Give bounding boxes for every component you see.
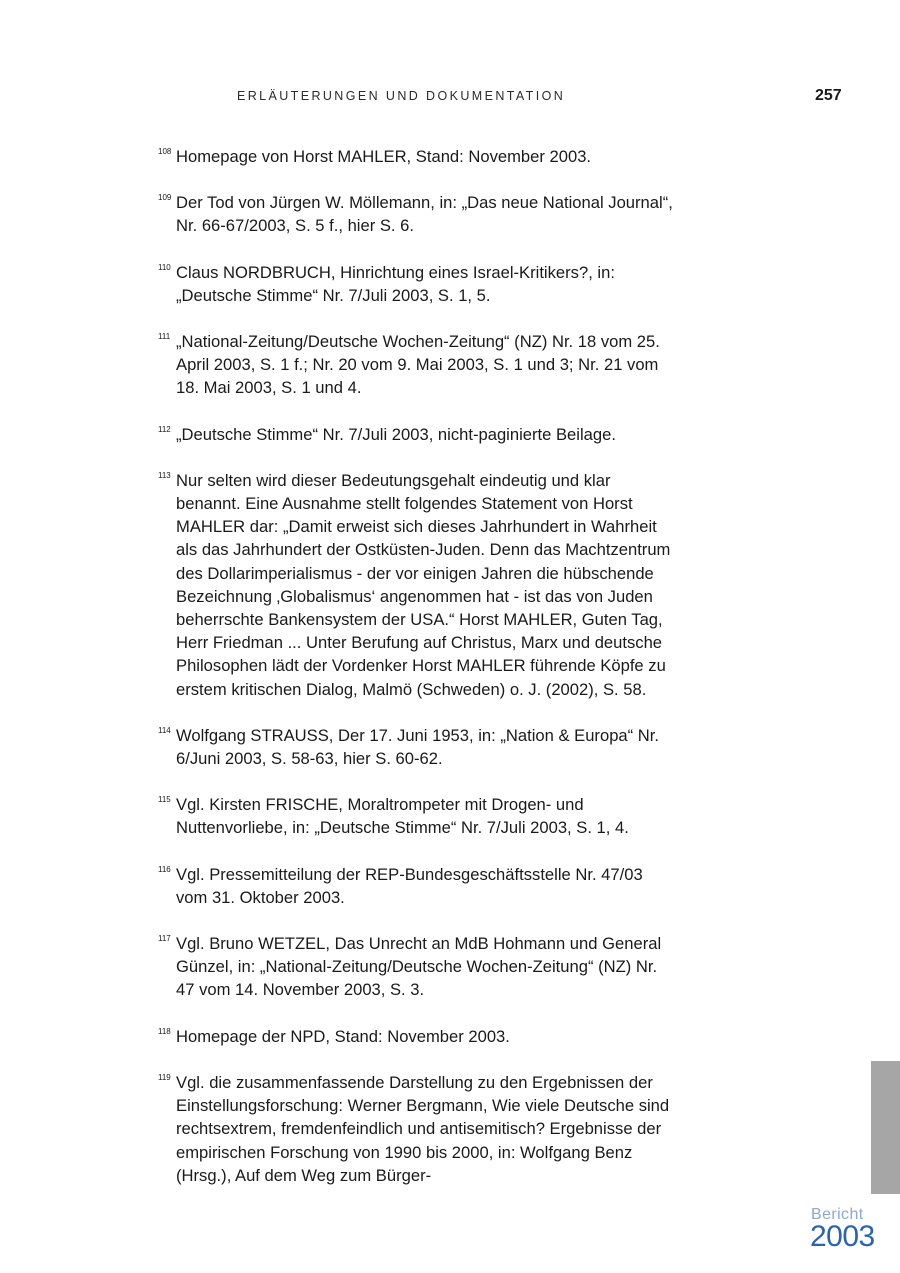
footnote: [158, 261, 678, 307]
footnote: [158, 469, 678, 701]
footnote-number: 108: [158, 147, 172, 156]
footnote: [158, 724, 678, 770]
footnote-number: 109: [158, 193, 172, 203]
footnote-text: Homepage der NPD, Stand: November 2003.: [176, 1026, 510, 1046]
footnote-text: Vgl. die zusammenfassende Darstellung zu den Ergebnissen der Einstellungsforschung: Werner Bergmann, Wie viele Deutsche sind rechtsextrem, fremdenfeindlich und antisemitisch? Ergebnisse der empirischen Forschung von 1990 bis 2000, in: Wolfgang Benz (Hrsg.), Auf dem Weg zum Bürger-: [176, 1072, 670, 1185]
footnote-text: Claus NORDBRUCH, Hinrichtung eines Israel-Kritikers?, in: „Deutsche Stimme“ Nr. 7/Juli 2003, S. 1, 5.: [176, 262, 615, 305]
side-tab-marker: [871, 1061, 900, 1194]
footnote-number: 115: [158, 795, 171, 805]
footnote-text: Nur selten wird dieser Bedeutungsgehalt eindeutig und klar benannt. Eine Ausnahme stellt folgendes Statement von Horst MAHLER dar: „Damit erweist sich dieses Jahrhundert in Wahrheit als das Jahrhundert der Ostküsten-Juden. Denn das Machtzentrum des Dollarimperialismus - der vor einigen Jahren die hübschende Bezeichnung ‚Globalismus‘ angenommen hat - ist das von Juden beherrschte Bankensystem der USA.“ Horst MAHLER, Guten Tag, Herr Friedman ... Unter Berufung auf Christus, Marx und deutsche Philosophen lädt der Vordenker Horst MAHLER führende Köpfe zu erstem kritischen Dialog, Malmö (Schweden) o. J. (2002), S. 58.: [176, 470, 671, 699]
footnote: [158, 191, 678, 237]
footnote-number: 110: [158, 262, 171, 272]
page-number: 257: [815, 87, 842, 104]
footnote-text: Wolfgang STRAUSS, Der 17. Juni 1953, in: „Nation & Europa“ Nr. 6/Juni 2003, S. 58-63, hier S. 60-62.: [176, 725, 659, 769]
footnote: [158, 1025, 678, 1048]
report-logo-word: Bericht: [811, 1206, 864, 1223]
footnote-number: 113: [158, 470, 171, 480]
footnote: [158, 423, 678, 446]
footnote: [158, 793, 678, 839]
report-logo-year: 2003: [810, 1220, 875, 1253]
footnote-text: Vgl. Kirsten FRISCHE, Moraltrompeter mit Drogen- und Nuttenvorliebe, in: „Deutsche Stimme“ Nr. 7/Juli 2003, S. 1, 4.: [176, 795, 629, 838]
footnote-text: Homepage von Horst MAHLER, Stand: November 2003.: [176, 147, 592, 166]
footnote: [158, 932, 678, 1002]
footnote: [158, 1071, 678, 1187]
footnote-text: „National-Zeitung/Deutsche Wochen-Zeitung“ (NZ) Nr. 18 vom 25. April 2003, S. 1 f.; Nr. 20 vom 9. Mai 2003, S. 1 und 3; Nr. 21 vom 18. Mai 2003, S. 1 und 4.: [176, 332, 660, 398]
footnote-number: 117: [158, 934, 171, 944]
footnote-number: 111: [158, 332, 171, 342]
footnote-number: 118: [158, 1026, 171, 1036]
footnote-number: 116: [158, 864, 171, 874]
footnote-list: [158, 145, 678, 1210]
footnote: [158, 863, 678, 909]
footnote: [158, 330, 678, 400]
footnote-text: Vgl. Bruno WETZEL, Das Unrecht an MdB Hohmann und General Günzel, in: „National-Zeitung/Deutsche Wochen-Zeitung“ (NZ) Nr. 47 vom 14. November 2003, S. 3.: [176, 934, 662, 1000]
footnote: [158, 145, 678, 168]
footnote-number: 114: [158, 725, 171, 735]
footnote-number: 112: [158, 424, 171, 434]
footnote-text: „Deutsche Stimme“ Nr. 7/Juli 2003, nicht-paginierte Beilage.: [176, 424, 616, 444]
footnote-number: 119: [158, 1072, 171, 1082]
footnote-text: Vgl. Pressemitteilung der REP-Bundesgeschäftsstelle Nr. 47/03 vom 31. Oktober 2003.: [176, 864, 643, 907]
running-header: ERLÄUTERUNGEN UND DOKUMENTATION: [237, 89, 566, 103]
footnote-text: Der Tod von Jürgen W. Möllemann, in: „Das neue National Journal“, Nr. 66-67/2003, S. 5 f., hier S. 6.: [176, 193, 673, 236]
